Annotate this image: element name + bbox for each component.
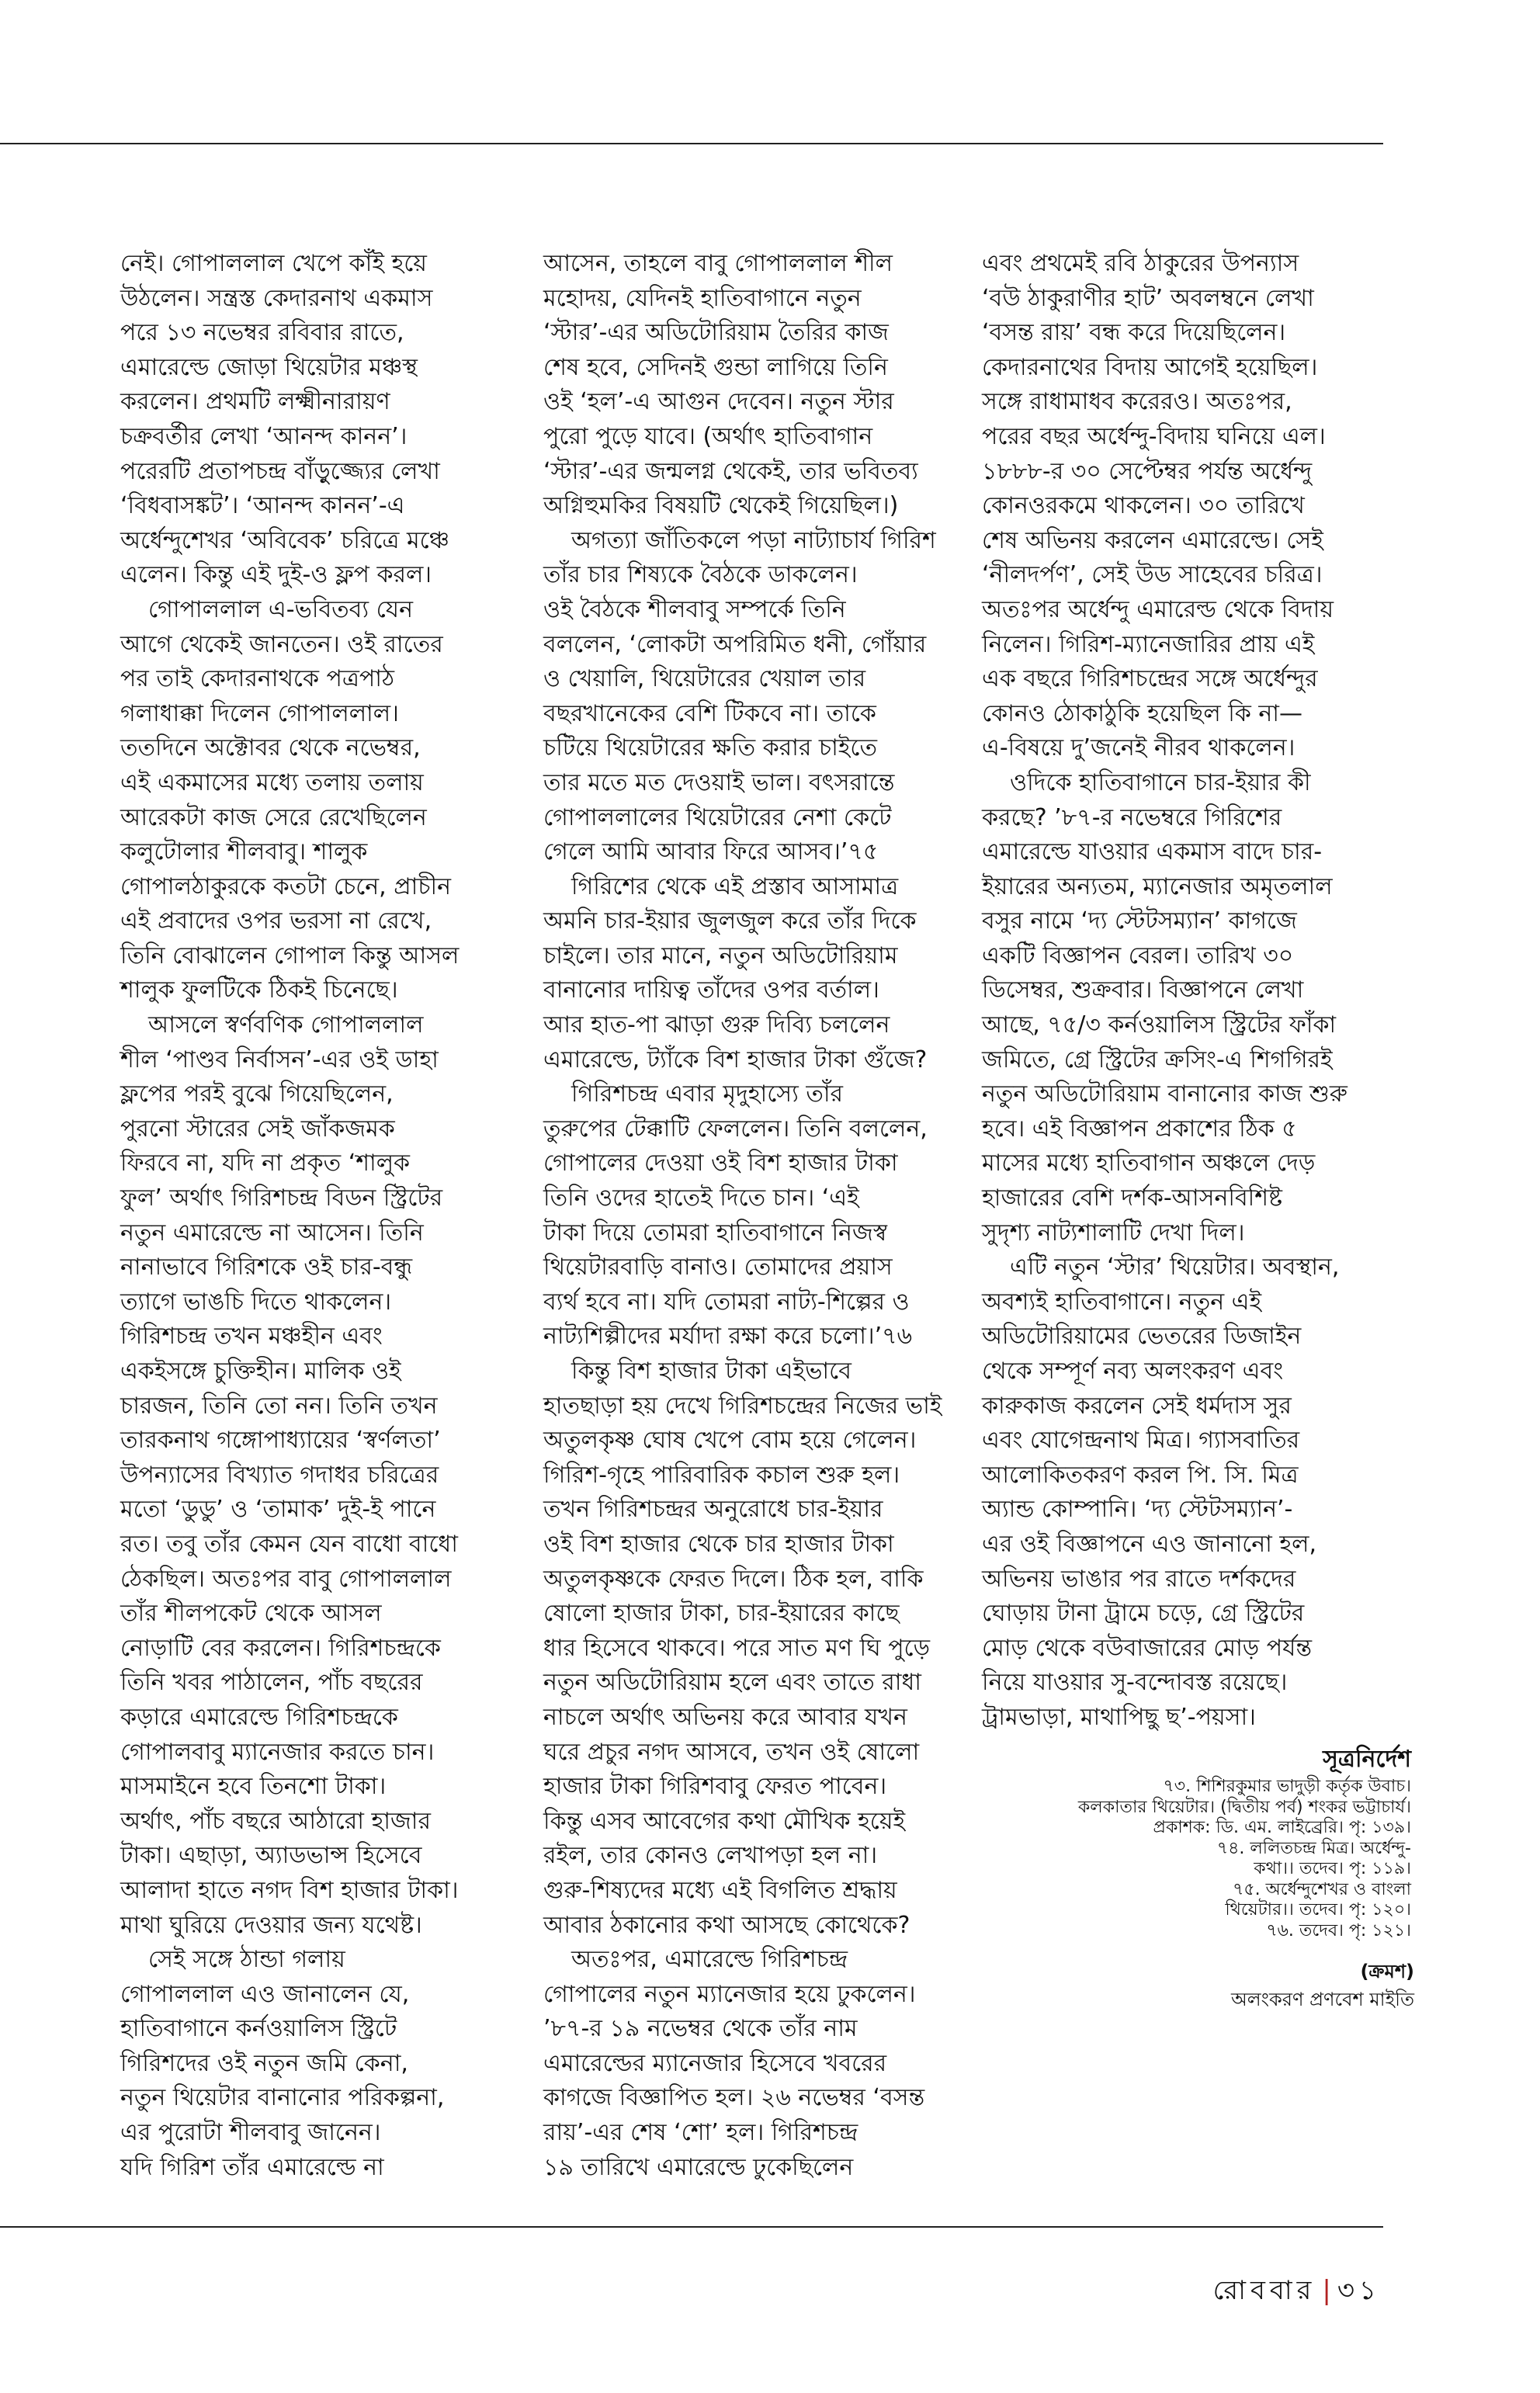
- text-line: জমিতে, গ্রে স্ট্রিটের ক্রসিং-এ শিগগিরই: [982, 1046, 1333, 1073]
- text-line: করলেন। প্রথমটি লক্ষ্মীনারায়ণ: [120, 388, 390, 416]
- text-line: গেলে আমি আবার ফিরে আসব।’৭৫: [543, 838, 879, 866]
- text-line: কোনও ঠোকাঠুকি হয়েছিল কি না—: [982, 699, 1302, 727]
- text-line: পুরনো স্টারের সেই জাঁকজমক: [120, 1115, 395, 1143]
- text-line: শেষ হবে, সেদিনই গুন্ডা লাগিয়ে তিনি: [543, 353, 888, 381]
- text-line: তিনি ওদের হাতেই দিতে চান। ‘এই: [543, 1184, 859, 1212]
- text-line: এলেন। কিন্তু এই দুই-ও ফ্লপ করল।: [120, 561, 432, 589]
- text-line: তারকনাথ গঙ্গোপাধ্যায়ের ‘স্বর্ণলতা’: [120, 1427, 441, 1455]
- text-line: সেই সঙ্গে ঠান্ডা গলায়: [148, 1946, 345, 1974]
- magazine-name: রোববার: [1212, 2275, 1316, 2306]
- reference-line: কলকাতার থিয়েটার। (দ্বিতীয় পর্ব) শংকর ভট্টাচার্য।: [1077, 1797, 1411, 1817]
- text-line: আলাদা হাতে নগদ বিশ হাজার টাকা।: [120, 1876, 459, 1904]
- text-line: এমারেল্ডে জোড়া থিয়েটার মঞ্চস্থ: [120, 353, 418, 381]
- text-line: ওই বৈঠকে শীলবাবু সম্পর্কে তিনি: [543, 595, 846, 623]
- text-line: গোপালঠাকুরকে কতটা চেনে, প্রাচীন: [120, 872, 451, 900]
- text-line: অতঃপর, এমারেল্ডে গিরিশচন্দ্র: [571, 1946, 848, 1974]
- text-line: ধার হিসেবে থাকবে। পরে সাত মণ ঘি পুড়ে: [543, 1634, 931, 1662]
- text-line: নাট্যশিল্পীদের মর্যাদা রক্ষা করে চলো।’৭৬: [543, 1323, 913, 1351]
- text-line: শেষ অভিনয় করলেন এমারেল্ডে। সেই: [982, 526, 1323, 554]
- text-line: কোনওরকমে থাকলেন। ৩০ তারিখে: [982, 492, 1305, 520]
- text-line: নানাভাবে গিরিশকে ওই চার-বন্ধু: [120, 1254, 413, 1281]
- text-line: একটি বিজ্ঞাপন বেরল। তারিখ ৩০: [982, 942, 1294, 969]
- text-line: ‘স্টার’-এর অডিটোরিয়াম তৈরির কাজ: [543, 319, 889, 347]
- bottom-rule: [0, 2226, 1383, 2228]
- text-line: নতুন এমারেল্ডে না আসেন। তিনি: [120, 1219, 424, 1247]
- text-line: উপন্যাসের বিখ্যাত গদাধর চরিত্রের: [120, 1461, 439, 1489]
- reference-line: ৭৬. তদেব। পৃ: ১২১।: [1266, 1920, 1411, 1940]
- continued-mark: (ক্রমশ): [1360, 1961, 1414, 1982]
- article-column-3: [982, 247, 1386, 1736]
- text-line: কড়ারে এমারেল্ডে গিরিশচন্দ্রকে: [120, 1703, 398, 1731]
- text-line: এক বছরে গিরিশচন্দ্রের সঙ্গে অর্ধেন্দুর: [982, 665, 1318, 693]
- references-title: সূত্রনির্দেশ: [1323, 1746, 1411, 1773]
- text-line: ফ্লপের পরই বুঝে গিয়েছিলেন,: [120, 1080, 394, 1108]
- text-line: অর্থাৎ, পাঁচ বছরে আঠারো হাজার: [120, 1807, 431, 1835]
- text-line: ‘বউ ঠাকুরাণীর হাট’ অবলম্বনে লেখা: [982, 284, 1314, 312]
- text-line: গিরিশের থেকে এই প্রস্তাব আসামাত্র: [571, 872, 899, 900]
- text-line: এমারেল্ডে যাওয়ার একমাস বাদে চার-: [982, 838, 1323, 866]
- page-number: ৩১: [1337, 2275, 1381, 2306]
- reference-line: ৭৪. ললিতচন্দ্র মিত্র। অর্ধেন্দু-: [1216, 1838, 1411, 1858]
- text-line: অবশ্যই হাতিবাগানে। নতুন এই: [982, 1288, 1262, 1316]
- text-line: ইয়ারের অন্যতম, ম্যানেজার অমৃতলাল: [982, 872, 1333, 900]
- text-line: কাগজে বিজ্ঞাপিত হল। ২৬ নভেম্বর ‘বসন্ত: [543, 2084, 925, 2112]
- text-line: অগ্নিহুমকির বিষয়টি থেকেই গিয়েছিল।): [543, 492, 899, 520]
- text-line: অর্ধেন্দুশেখর ‘অবিবেক’ চরিত্রে মঞ্চে: [120, 526, 449, 554]
- text-line: বছরখানেকের বেশি টিকবে না। তাকে: [543, 699, 876, 727]
- text-line: অভিনয় ভাঙার পর রাতে দর্শকদের: [982, 1565, 1296, 1593]
- text-line: থিয়েটারবাড়ি বানাও। তোমাদের প্রয়াস: [543, 1254, 893, 1281]
- text-line: নতুন অডিটোরিয়াম হলে এবং তাতে রাধা: [543, 1669, 921, 1697]
- text-line: গুরু-শিষ্যদের মধ্যে এই বিগলিত শ্রদ্ধায়: [543, 1876, 897, 1904]
- text-line: ১৯ তারিখে এমারেল্ডে ঢুকেছিলেন: [543, 2153, 854, 2181]
- text-line: নিয়ে যাওয়ার সু-বন্দোবস্ত রয়েছে।: [982, 1669, 1288, 1697]
- text-line: ‘নীলদর্পণ’, সেই উড সাহেবের চরিত্র।: [982, 561, 1323, 589]
- text-line: সঙ্গে রাধামাধব করেরও। অতঃপর,: [982, 388, 1292, 416]
- text-line: ওই বিশ হাজার থেকে চার হাজার টাকা: [543, 1530, 894, 1558]
- text-line: গোপালের দেওয়া ওই বিশ হাজার টাকা: [543, 1150, 898, 1177]
- text-line: অতুলকৃষ্ণকে ফেরত দিলে। ঠিক হল, বাকি: [543, 1565, 924, 1593]
- text-line: অতঃপর অর্ধেন্দু এমারেল্ড থেকে বিদায়: [982, 595, 1334, 623]
- text-line: এর ওই বিজ্ঞাপনে এও জানানো হল,: [982, 1530, 1317, 1558]
- text-line: অগত্যা জাঁতিকলে পড়া নাট্যাচার্য গিরিশ: [571, 526, 936, 554]
- text-line: গোপাললাল এও জানালেন যে,: [120, 1980, 410, 2008]
- text-line: নেই। গোপাললাল খেপে কাঁই হয়ে: [120, 250, 427, 277]
- text-line: আছে, ৭৫/৩ কর্নওয়ালিস স্ট্রিটের ফাঁকা: [982, 1011, 1337, 1039]
- text-line: ১৮৮৮-র ৩০ সেপ্টেম্বর পর্যন্ত অর্ধেন্দু: [982, 457, 1313, 485]
- text-line: মাসের মধ্যে হাতিবাগান অঞ্চলে দেড়: [982, 1150, 1316, 1177]
- text-line: করছে? ’৮৭-র নভেম্বরে গিরিশের: [982, 803, 1282, 831]
- text-line: অডিটোরিয়ামের ভেতরের ডিজাইন: [982, 1323, 1302, 1351]
- text-line: অ্যান্ড কোম্পানি। ‘দ্য স্টেটসম্যান’-: [982, 1496, 1293, 1524]
- text-line: রায়’-এর শেষ ‘শো’ হল। গিরিশচন্দ্র: [543, 2119, 858, 2147]
- text-line: ডিসেম্বর, শুক্রবার। বিজ্ঞাপনে লেখা: [982, 976, 1304, 1004]
- text-line: টাকা দিয়ে তোমরা হাতিবাগানে নিজস্ব: [543, 1219, 888, 1247]
- text-line: ‘বসন্ত রায়’ বন্ধ করে দিয়েছিলেন।: [982, 319, 1286, 347]
- text-line: গোপাললালের থিয়েটারের নেশা কেটে: [543, 803, 892, 831]
- text-line: আর হাত-পা ঝাড়া গুরু দিব্যি চললেন: [543, 1011, 890, 1039]
- text-line: তিনি খবর পাঠালেন, পাঁচ বছরের: [120, 1669, 423, 1697]
- reference-line: ৭৩. শিশিরকুমার ভাদুড়ী কর্তৃক উবাচ।: [1163, 1777, 1411, 1796]
- text-line: মতো ‘ডুডু’ ও ‘তামাক’ দুই-ই পানে: [120, 1496, 436, 1524]
- text-line: এই প্রবাদের ওপর ভরসা না রেখে,: [120, 907, 432, 935]
- text-line: থেকে সম্পূর্ণ নব্য অলংকরণ এবং: [982, 1358, 1284, 1385]
- text-line: পরে ১৩ নভেম্বর রবিবার রাতে,: [120, 319, 404, 347]
- page-footer: [1213, 2270, 1381, 2315]
- text-line: এবং যোগেন্দ্রনাথ মিত্র। গ্যাসবাতির: [982, 1427, 1300, 1455]
- text-line: আবার ঠকানোর কথা আসছে কোথেকে?: [543, 1911, 910, 1939]
- text-line: গোপালের নতুন ম্যানেজার হয়ে ঢুকলেন।: [543, 1980, 916, 2008]
- text-line: নতুন থিয়েটার বানানোর পরিকল্পনা,: [120, 2084, 445, 2112]
- text-line: এই একমাসের মধ্যে তলায় তলায়: [120, 768, 424, 796]
- text-line: ততদিনে অক্টোবর থেকে নভেম্বর,: [120, 734, 421, 762]
- text-line: এমারেল্ডের ম্যানেজার হিসেবে খবরের: [543, 2049, 887, 2077]
- footer-separator: |: [1322, 2275, 1331, 2306]
- text-line: ‘স্টার’-এর জন্মলগ্ন থেকেই, তার ভবিতব্য: [543, 457, 918, 485]
- text-line: আলোকিতকরণ করল পি. সি. মিত্র: [982, 1461, 1299, 1489]
- text-line: ঠেকছিল। অতঃপর বাবু গোপাললাল: [120, 1565, 452, 1593]
- text-line: অমনি চার-ইয়ার জুলজুল করে তাঁর দিকে: [543, 907, 917, 935]
- text-line: মোড় থেকে বউবাজারের মোড় পর্যন্ত: [982, 1634, 1313, 1662]
- reference-line: কথা।। তদেব। পৃ: ১১৯।: [1254, 1859, 1411, 1878]
- text-line: শীল ‘পাণ্ডব নির্বাসন’-এর ওই ডাহা: [120, 1046, 439, 1073]
- text-line: এমারেল্ডে, ট্যাঁকে বিশ হাজার টাকা গুঁজে?: [543, 1046, 928, 1073]
- article-column-2: [543, 247, 947, 2185]
- text-line: ঘরে প্রচুর নগদ আসবে, তখন ওই ষোলো: [543, 1738, 920, 1766]
- text-line: বানানোর দায়িত্ব তাঁদের ওপর বর্তাল।: [543, 976, 879, 1004]
- text-line: নতুন অডিটোরিয়াম বানানোর কাজ শুরু: [982, 1080, 1348, 1108]
- reference-line: প্রকাশক: ডি. এম. লাইব্রেরি। পৃ: ১৩৯।: [1153, 1818, 1411, 1837]
- text-line: ও খেয়ালি, থিয়েটারের খেয়াল তার: [543, 665, 866, 693]
- text-line: গোপালবাবু ম্যানেজার করতে চান।: [120, 1738, 435, 1766]
- text-line: তুরুপের টেক্কাটি ফেললেন। তিনি বললেন,: [543, 1115, 928, 1143]
- text-line: ফিরবে না, যদি না প্রকৃত ‘শালুক: [120, 1150, 411, 1177]
- text-line: যদি গিরিশ তাঁর এমারেল্ডে না: [120, 2153, 384, 2181]
- text-line: মাসমাইনে হবে তিনশো টাকা।: [120, 1773, 387, 1801]
- article-column-1: [120, 247, 524, 2185]
- text-line: হাতিবাগানে কর্নওয়ালিস স্ট্রিটে: [120, 2015, 397, 2043]
- text-line: কিন্তু এসব আবেগের কথা মৌখিক হয়েই: [543, 1807, 906, 1835]
- text-line: গিরিশচন্দ্র তখন মঞ্চহীন এবং: [120, 1323, 383, 1351]
- text-line: গলাধাক্কা দিলেন গোপাললাল।: [120, 699, 399, 727]
- text-line: তিনি বোঝালেন গোপাল কিন্তু আসল: [120, 942, 460, 969]
- text-line: কিন্তু বিশ হাজার টাকা এইভাবে: [571, 1358, 852, 1385]
- text-line: নাচলে অর্থাৎ অভিনয় করে আবার যখন: [543, 1703, 907, 1731]
- text-line: তখন গিরিশচন্দ্রর অনুরোধে চার-ইয়ার: [543, 1496, 883, 1524]
- text-line: মাথা ঘুরিয়ে দেওয়ার জন্য যথেষ্ট।: [120, 1911, 422, 1939]
- text-line: পুরো পুড়ে যাবে। (অর্থাৎ হাতিবাগান: [543, 422, 873, 450]
- text-line: এ-বিষয়ে দু’জনেই নীরব থাকলেন।: [982, 734, 1295, 762]
- text-line: আসলে স্বর্ণবণিক গোপাললাল: [148, 1011, 424, 1039]
- illustration-credit: অলংকরণ প্রণবেশ মাইতি: [1230, 1989, 1414, 2010]
- text-line: চারজন, তিনি তো নন। তিনি তখন: [120, 1392, 438, 1420]
- text-line: শালুক ফুলটিকে ঠিকই চিনেছে।: [120, 976, 398, 1004]
- text-line: পর তাই কেদারনাথকে পত্রপাঠ: [120, 665, 394, 693]
- text-line: অতুলকৃষ্ণ ঘোষ খেপে বোম হয়ে গেলেন।: [543, 1427, 917, 1455]
- text-line: বসুর নামে ‘দ্য স্টেটসম্যান’ কাগজে: [982, 907, 1297, 935]
- text-line: তার মতে মত দেওয়াই ভাল। বৎসরান্তে: [543, 768, 895, 796]
- text-line: চক্রবর্তীর লেখা ‘আনন্দ কানন’।: [120, 422, 408, 450]
- text-line: ‘বিধবাসঙ্কট’। ‘আনন্দ কানন’-এ: [120, 492, 405, 520]
- text-line: টাকা। এছাড়া, অ্যাডভান্স হিসেবে: [120, 1842, 422, 1870]
- text-line: ওদিকে হাতিবাগানে চার-ইয়ার কী: [1010, 768, 1311, 796]
- reference-line: ৭৫. অর্ধেন্দুশেখর ও বাংলা: [1233, 1879, 1411, 1899]
- text-line: হবে। এই বিজ্ঞাপন প্রকাশের ঠিক ৫: [982, 1115, 1297, 1143]
- text-line: ফুল’ অর্থাৎ গিরিশচন্দ্র বিডন স্ট্রিটের: [120, 1184, 443, 1212]
- text-line: চাইলে। তার মানে, নতুন অডিটোরিয়াম: [543, 942, 898, 969]
- text-line: এটি নতুন ‘স্টার’ থিয়েটার। অবস্থান,: [1010, 1254, 1340, 1281]
- text-line: বললেন, ‘লোকটা অপরিমিত ধনী, গোঁয়ার: [543, 630, 927, 658]
- text-line: কেদারনাথের বিদায় আগেই হয়েছিল।: [982, 353, 1318, 381]
- text-line: ’৮৭-র ১৯ নভেম্বর থেকে তাঁর নাম: [543, 2015, 858, 2043]
- continuation-block: [1231, 1958, 1414, 2013]
- text-line: সুদৃশ্য নাট্যশালাটি দেখা দিল।: [982, 1219, 1245, 1247]
- text-line: একইসঙ্গে চুক্তিহীন। মালিক ওই: [120, 1358, 401, 1385]
- text-line: আসেন, তাহলে বাবু গোপাললাল শীল: [543, 250, 893, 277]
- text-line: রইল, তার কোনও লেখাপড়া হল না।: [543, 1842, 878, 1870]
- reference-line: থিয়েটার।। তদেব। পৃ: ১২০।: [1225, 1900, 1411, 1920]
- text-line: তাঁর চার শিষ্যকে বৈঠকে ডাকলেন।: [543, 561, 858, 589]
- text-line: আগে থেকেই জানতেন। ওই রাতের: [120, 630, 443, 658]
- text-line: গিরিশদের ওই নতুন জমি কেনা,: [120, 2049, 408, 2077]
- text-line: কারুকাজ করলেন সেই ধর্মদাস সুর: [982, 1392, 1292, 1420]
- text-line: গিরিশচন্দ্র এবার মৃদুহাস্যে তাঁর: [571, 1080, 844, 1108]
- text-line: নোড়াটি বের করলেন। গিরিশচন্দ্রকে: [120, 1634, 441, 1662]
- text-line: গিরিশ-গৃহে পারিবারিক কচাল শুরু হল।: [543, 1461, 900, 1489]
- text-line: ষোলো হাজার টাকা, চার-ইয়ারের কাছে: [543, 1600, 900, 1628]
- text-line: চটিয়ে থিয়েটারের ক্ষতি করার চাইতে: [543, 734, 877, 762]
- text-line: ত্যাগে ভাঙচি দিতে থাকলেন।: [120, 1288, 392, 1316]
- text-line: পরের বছর অর্ধেন্দু-বিদায় ঘনিয়ে এল।: [982, 422, 1326, 450]
- text-line: নিলেন। গিরিশ-ম্যানেজারির প্রায় এই: [982, 630, 1315, 658]
- text-line: গোপাললাল এ-ভবিতব্য যেন: [148, 595, 413, 623]
- top-rule: [0, 143, 1383, 144]
- text-line: ঘোড়ায় টানা ট্রামে চড়ে, গ্রে স্ট্রিটের: [982, 1600, 1305, 1628]
- text-line: এবং প্রথমেই রবি ঠাকুরের উপন্যাস: [982, 250, 1299, 277]
- text-line: হাজার টাকা গিরিশবাবু ফেরত পাবেন।: [543, 1773, 887, 1801]
- text-line: ওই ‘হল’-এ আগুন দেবেন। নতুন স্টার: [543, 388, 894, 416]
- text-line: হাতছাড়া হয় দেখে গিরিশচন্দ্রের নিজের ভাই: [543, 1392, 942, 1420]
- text-line: রত। তবু তাঁর কেমন যেন বাধো বাধো: [120, 1530, 458, 1558]
- text-line: তাঁর শীলপকেট থেকে আসল: [120, 1600, 382, 1628]
- text-line: পরেরটি প্রতাপচন্দ্র বাঁড়ুজ্জ্যের লেখা: [120, 457, 440, 485]
- text-line: উঠলেন। সন্ত্রস্ত কেদারনাথ একমাস: [120, 284, 433, 312]
- text-line: আরেকটা কাজ সেরে রেখেছিলেন: [120, 803, 427, 831]
- text-line: কলুটোলার শীলবাবু। শালুক: [120, 838, 368, 866]
- references-section: [1078, 1743, 1411, 1941]
- text-line: ট্রামভাড়া, মাথাপিছু ছ’-পয়সা।: [982, 1703, 1256, 1731]
- text-line: হাজারের বেশি দর্শক-আসনবিশিষ্ট: [982, 1184, 1282, 1212]
- text-line: ব্যর্থ হবে না। যদি তোমরা নাট্য-শিল্পের ও: [543, 1288, 910, 1316]
- text-line: এর পুরোটা শীলবাবু জানেন।: [120, 2119, 381, 2147]
- text-line: মহোদয়, যেদিনই হাতিবাগানে নতুন: [543, 284, 862, 312]
